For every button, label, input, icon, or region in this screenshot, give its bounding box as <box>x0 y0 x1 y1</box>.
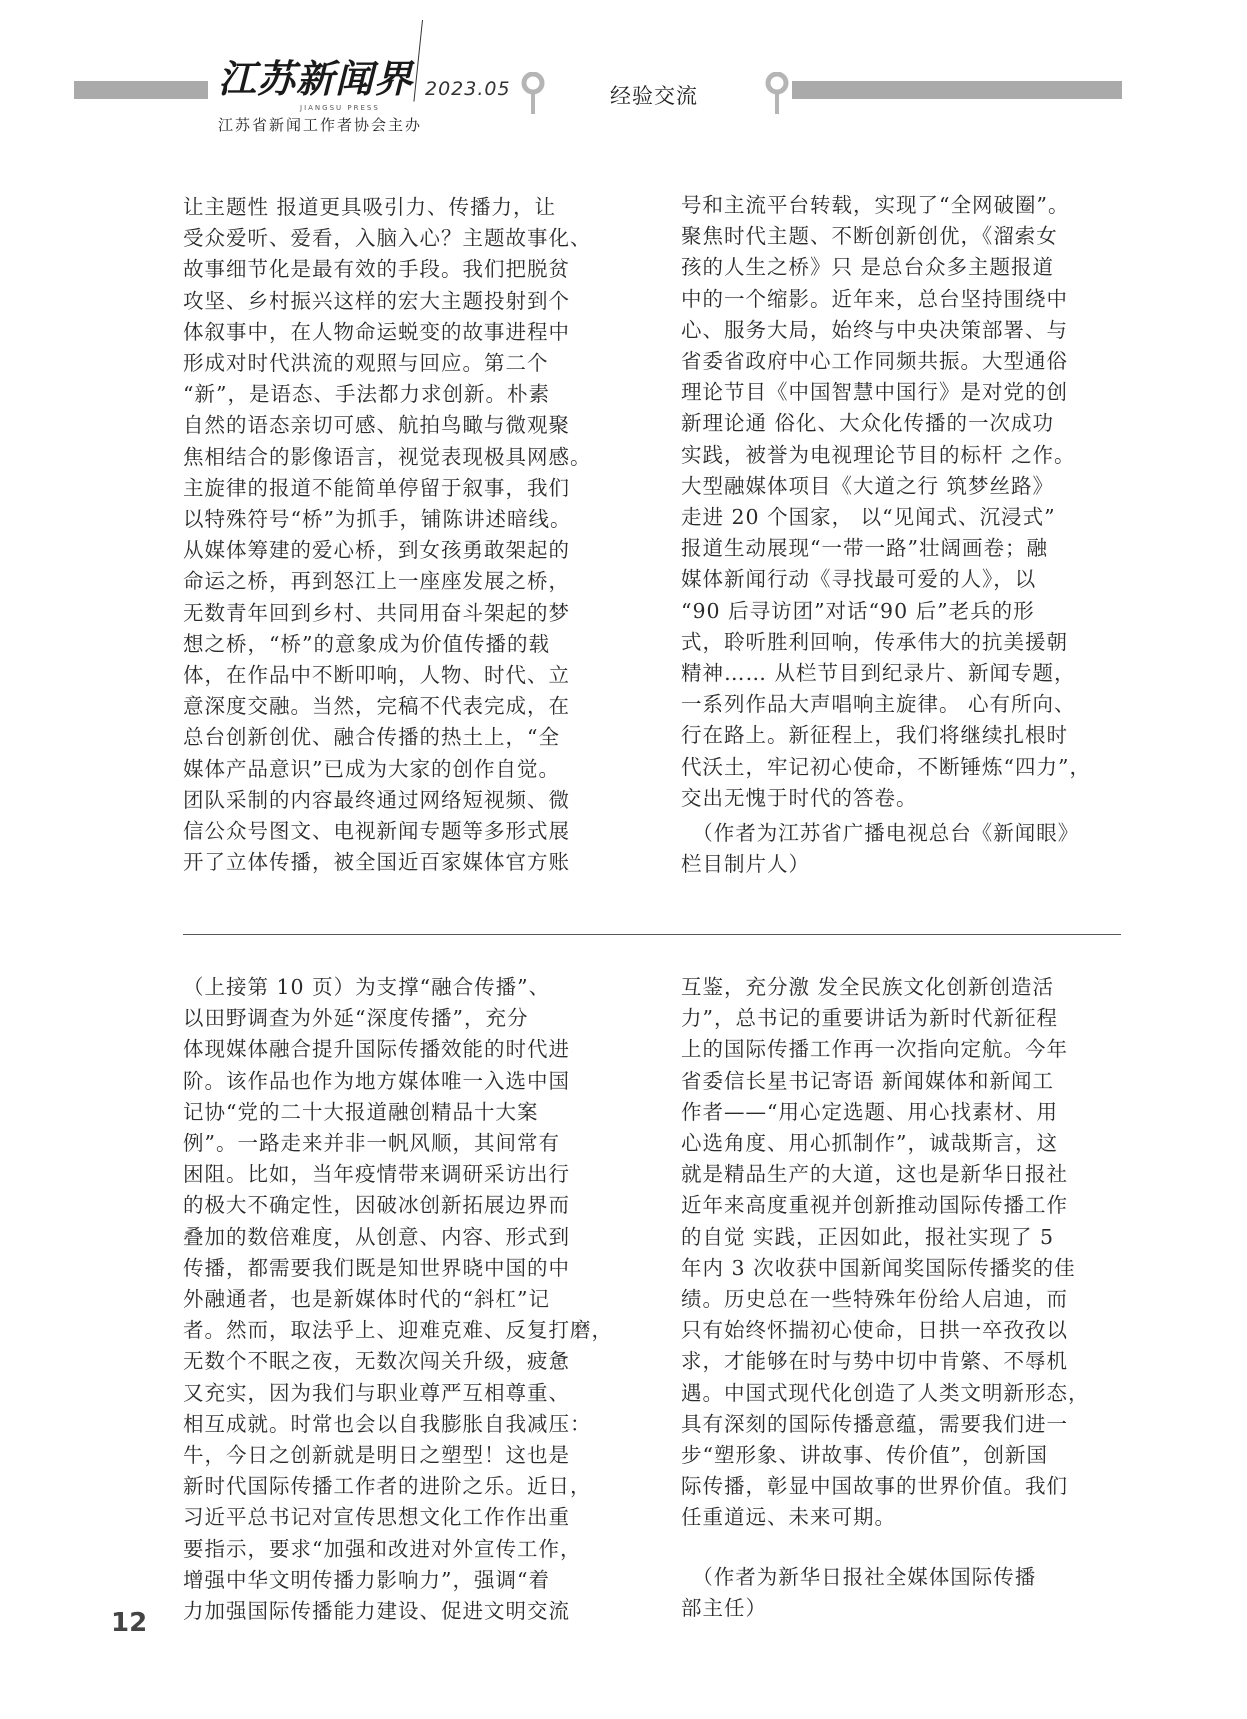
text-line: 行在路上。新征程上，我们将继续扎根时 <box>681 723 1068 748</box>
text-line: 心、服务大局，始终与中央决策部署、与 <box>681 317 1068 342</box>
text-line: 外融通者，也是新媒体时代的“斜杠”记 <box>183 1287 550 1312</box>
article-divider <box>183 934 1121 935</box>
text-line: 力”，总书记的重要讲话为新时代新征程 <box>681 1006 1058 1031</box>
text-line: 力加强国际传播能力建设、促进文明交流 <box>183 1599 570 1624</box>
text-line: 互鉴，充分激 发全民族文化创新创造活 <box>681 975 1055 999</box>
article-bottom-right-column <box>681 972 1121 1624</box>
text-line: 以田野调查为外延“深度传播”，充分 <box>183 1006 529 1031</box>
text-line: 的极大不确定性，因破冰创新拓展边界而 <box>183 1193 570 1218</box>
text-line: 形成对时代洪流的观照与回应。第二个 <box>183 351 549 376</box>
text-line: 增强中华文明传播力影响力”，强调“着 <box>183 1567 550 1592</box>
text-line: 受众爱听、爱看，入脑入心？主题故事化、 <box>183 226 592 251</box>
text-line: 体叙事中，在人物命运蜕变的故事进程中 <box>183 319 570 344</box>
text-line: 意深度交融。当然，完稿不代表完成，在 <box>183 694 570 719</box>
header-divider <box>413 20 423 102</box>
text-line: 求，才能够在时与势中切中肯綮、不辱机 <box>681 1349 1068 1374</box>
byline-line: 部主任） <box>681 1595 767 1620</box>
text-line: “90 后寻访团”对话“90 后”老兵的形 <box>681 598 1035 623</box>
text-line: 聚焦时代主题、不断创新创优，《溜索女 <box>681 224 1058 249</box>
text-line: 一系列作品大声唱响主旋律。 心有所向、 <box>681 692 1076 717</box>
byline-line: （作者为江苏省广播电视总台《新闻眼》 <box>681 821 1080 846</box>
text-line: （上接第 10 页）为支撑“融合传播”、 <box>183 975 551 999</box>
text-line: 年内 3 次收获中国新闻奖国际传播奖的佳 <box>681 1255 1076 1280</box>
text-line: 理论节目《中国智慧中国行》是对党的创 <box>681 380 1068 405</box>
text-line: 际传播，彰显中国故事的世界价值。我们 <box>681 1474 1068 1499</box>
section-title: 经验交流 <box>610 84 698 108</box>
article-bottom-left-column <box>183 972 623 1627</box>
text-line: 大型融媒体项目《大道之行 筑梦丝路》 <box>681 473 1055 498</box>
text-line: 牛，今日之创新就是明日之塑型！这也是 <box>183 1443 570 1468</box>
text-line: 以特殊符号“桥”为抓手，铺陈讲述暗线。 <box>183 507 572 532</box>
text-line: 新时代国际传播工作者的进阶之乐。近日， <box>183 1474 592 1499</box>
text-line: 近年来高度重视并创新推动国际传播工作 <box>681 1193 1068 1218</box>
text-line: 走进 20 个国家， 以“见闻式、沉浸式” <box>681 505 1056 530</box>
issue-number: 2023.05 <box>425 78 511 100</box>
text-line: 省委信长星书记寄语 新闻媒体和新闻工 <box>681 1068 1055 1093</box>
text-line: 心选角度、用心抓制作”，诚哉斯言，这 <box>681 1131 1058 1156</box>
text-line: 开了立体传播，被全国近百家媒体官方账 <box>183 850 570 875</box>
text-line: 记协“党的二十大报道融创精品十大案 <box>183 1099 539 1124</box>
text-line: 体，在作品中不断叩响，人物、时代、立 <box>183 663 570 688</box>
text-line: 要指示，要求“加强和改进对外宣传工作， <box>183 1536 582 1561</box>
text-line: 媒体新闻行动《寻找最可爱的人》，以 <box>681 567 1037 592</box>
text-line: 让主题性 报道更具吸引力、传播力，让 <box>183 195 557 219</box>
text-line: 自然的语态亲切可感、航拍鸟瞰与微观聚 <box>183 413 570 438</box>
text-line: 孩的人生之桥》只 是总台众多主题报道 <box>681 255 1055 280</box>
text-line: 精神…… 从栏节目到纪录片、新闻专题， <box>681 661 1076 686</box>
text-line: 绩。历史总在一些特殊年份给人启迪，而 <box>681 1287 1068 1312</box>
text-line: 新理论通 俗化、大众化传播的一次成功 <box>681 411 1055 436</box>
text-line: 只有始终怀揣初心使命，日拱一卒孜孜以 <box>681 1318 1068 1343</box>
article-top-left-column <box>183 192 623 878</box>
masthead-logo: 江苏新闻界 <box>218 57 414 101</box>
text-line: 叠加的数倍难度，从创意、内容、形式到 <box>183 1224 570 1249</box>
text-line: 实践，被誉为电视理论节目的标杆 之作。 <box>681 442 1076 467</box>
article-top-right-column <box>681 190 1121 880</box>
text-line: 又充实，因为我们与职业尊严互相尊重、 <box>183 1380 570 1405</box>
page-number: 12 <box>111 1608 148 1638</box>
text-line: 就是精品生产的大道，这也是新华日报社 <box>681 1162 1068 1187</box>
masthead-subtitle: JIANGSU PRESS <box>300 104 380 112</box>
text-line: “新”，是语态、手法都力求创新。朴素 <box>183 382 550 407</box>
text-line: 作者——“用心定选题、用心找素材、用 <box>681 1099 1058 1124</box>
text-line: 焦相结合的影像语言，视觉表现极具网感。 <box>183 444 592 469</box>
header-bar-right <box>792 81 1122 99</box>
text-line: 者。然而，取法乎上、迎难克难、反复打磨， <box>183 1318 613 1343</box>
text-line: 想之桥，“桥”的意象成为价值传播的载 <box>183 631 550 656</box>
text-line: 式，聆听胜利回响，传承伟大的抗美援朝 <box>681 629 1068 654</box>
text-line: 交出无愧于时代的答卷。 <box>681 785 918 810</box>
text-line: 任重道远、未来可期。 <box>681 1505 896 1530</box>
text-line: 故事细节化是最有效的手段。我们把脱贫 <box>183 257 570 282</box>
text-line: 例”。一路走来并非一帆风顺，其间常有 <box>183 1131 560 1156</box>
text-line: 无数青年回到乡村、共同用奋斗架起的梦 <box>183 600 570 625</box>
text-line: 报道生动展现“一带一路”壮阔画卷；融 <box>681 536 1048 561</box>
byline-line: （作者为新华日报社全媒体国际传播 <box>681 1564 1037 1589</box>
header-bar-left <box>74 81 208 99</box>
byline-line: 栏目制片人） <box>681 852 810 877</box>
text-line: 中的一个缩影。近年来，总台坚持围绕中 <box>681 286 1068 311</box>
text-line: 困阻。比如，当年疫情带来调研采访出行 <box>183 1162 570 1187</box>
text-line: 传播，都需要我们既是知世界晓中国的中 <box>183 1255 570 1280</box>
text-line: 号和主流平台转载，实现了“全网破圈”。 <box>681 193 1070 217</box>
text-line: 命运之桥，再到怒江上一座座发展之桥， <box>183 569 570 594</box>
text-line: 阶。该作品也作为地方媒体唯一入选中国 <box>183 1068 570 1093</box>
text-line: 信公众号图文、电视新闻专题等多形式展 <box>183 819 570 844</box>
text-line: 遇。中国式现代化创造了人类文明新形态， <box>681 1380 1090 1405</box>
text-line: 代沃土，牢记初心使命，不断锤炼“四力”， <box>681 754 1091 779</box>
text-line: 省委省政府中心工作同频共振。大型通俗 <box>681 349 1068 374</box>
text-line: 攻坚、乡村振兴这样的宏大主题投射到个 <box>183 288 570 313</box>
text-line: 主旋律的报道不能简单停留于叙事，我们 <box>183 475 570 500</box>
sponsor-line: 江苏省新闻工作者协会主办 <box>218 116 423 134</box>
text-line: 具有深刻的国际传播意蕴，需要我们进一 <box>681 1411 1068 1436</box>
text-line: 上的国际传播工作再一次指向定航。今年 <box>681 1037 1068 1062</box>
pin-icon <box>765 72 789 116</box>
text-line: 体现媒体融合提升国际传播效能的时代进 <box>183 1037 570 1062</box>
text-line: 步“塑形象、讲故事、传价值”，创新国 <box>681 1443 1048 1468</box>
text-line: 从媒体筹建的爱心桥，到女孩勇敢架起的 <box>183 538 570 563</box>
text-line: 总台创新创优、融合传播的热土上，“全 <box>183 725 560 750</box>
pin-icon <box>521 72 545 116</box>
text-line: 无数个不眠之夜，无数次闯关升级，疲惫 <box>183 1349 570 1374</box>
text-line: 团队采制的内容最终通过网络短视频、微 <box>183 787 570 812</box>
text-line: 媒体产品意识”已成为大家的创作自觉。 <box>183 756 560 781</box>
text-line: 相互成就。时常也会以自我膨胀自我减压： <box>183 1411 592 1436</box>
text-line: 的自觉 实践，正因如此，报社实现了 5 <box>681 1224 1055 1249</box>
text-line: 习近平总书记对宣传思想文化工作作出重 <box>183 1505 570 1530</box>
